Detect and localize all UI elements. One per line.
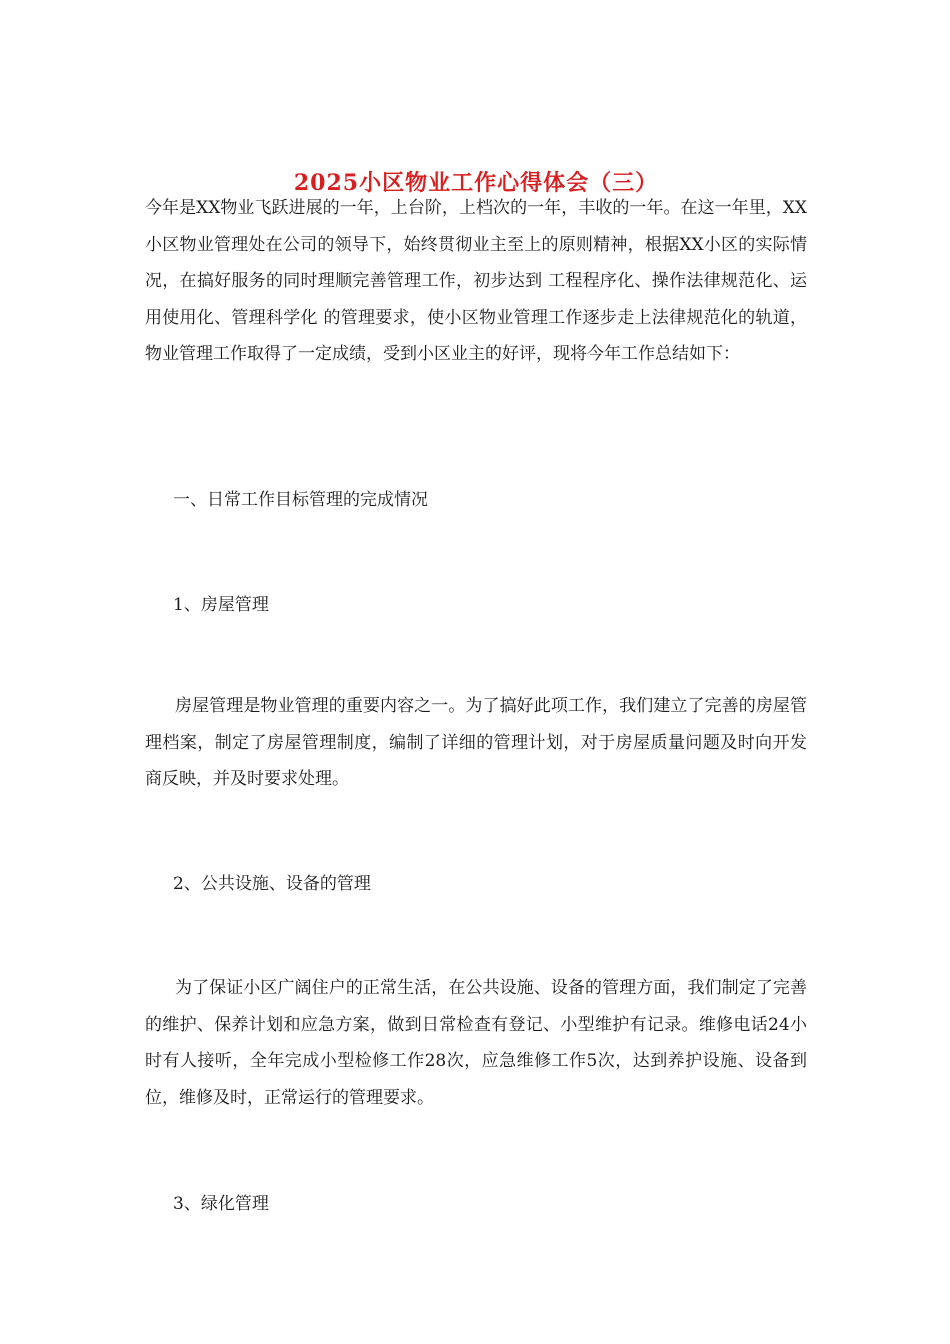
subsection-body-2: 为了保证小区广阔住户的正常生活，在公共设施、设备的管理方面，我们制定了完善的维护、保养计划和应急方案，做到日常检查有登记、小型维护有记录。维修电话24小时有人接听，全年完成小型检修工作28次，应急维修工作5次，达到养护设施、设备到位，维修及时，正常运行的管理要求。 [145, 978, 807, 1108]
document-title: 2025小区物业工作心得体会（三） [293, 169, 659, 196]
intro-paragraph: 今年是XX物业飞跃进展的一年，上台阶，上档次的一年，丰收的一年。在这一年里，XX小区物业管理处在公司的领导下，始终贯彻业主至上的原则精神，根据XX小区的实际情况，在搞好服务的同时理顺完善管理工作，初步达到 工程程序化、操作法律规范化、运用使用化、管理科学化 的管理要求，使小区物业管理工作逐步走上法律规范化的轨道，物业管理工作取得了一定成绩，受到小区业主的好评，现将今年工作总结如下： [145, 198, 807, 364]
subsection-heading-1: 1、房屋管理 [173, 595, 269, 615]
subsection-heading-2: 2、公共设施、设备的管理 [173, 874, 371, 894]
subsection-body-1: 房屋管理是物业管理的重要内容之一。为了搞好此项工作，我们建立了完善的房屋管理档案，制定了房屋管理制度，编制了详细的管理计划，对于房屋质量问题及时向开发商反映，并及时要求处理。 [145, 696, 807, 789]
section-heading-1: 一、日常工作目标管理的完成情况 [173, 490, 428, 510]
subsection-heading-3: 3、绿化管理 [173, 1194, 269, 1214]
